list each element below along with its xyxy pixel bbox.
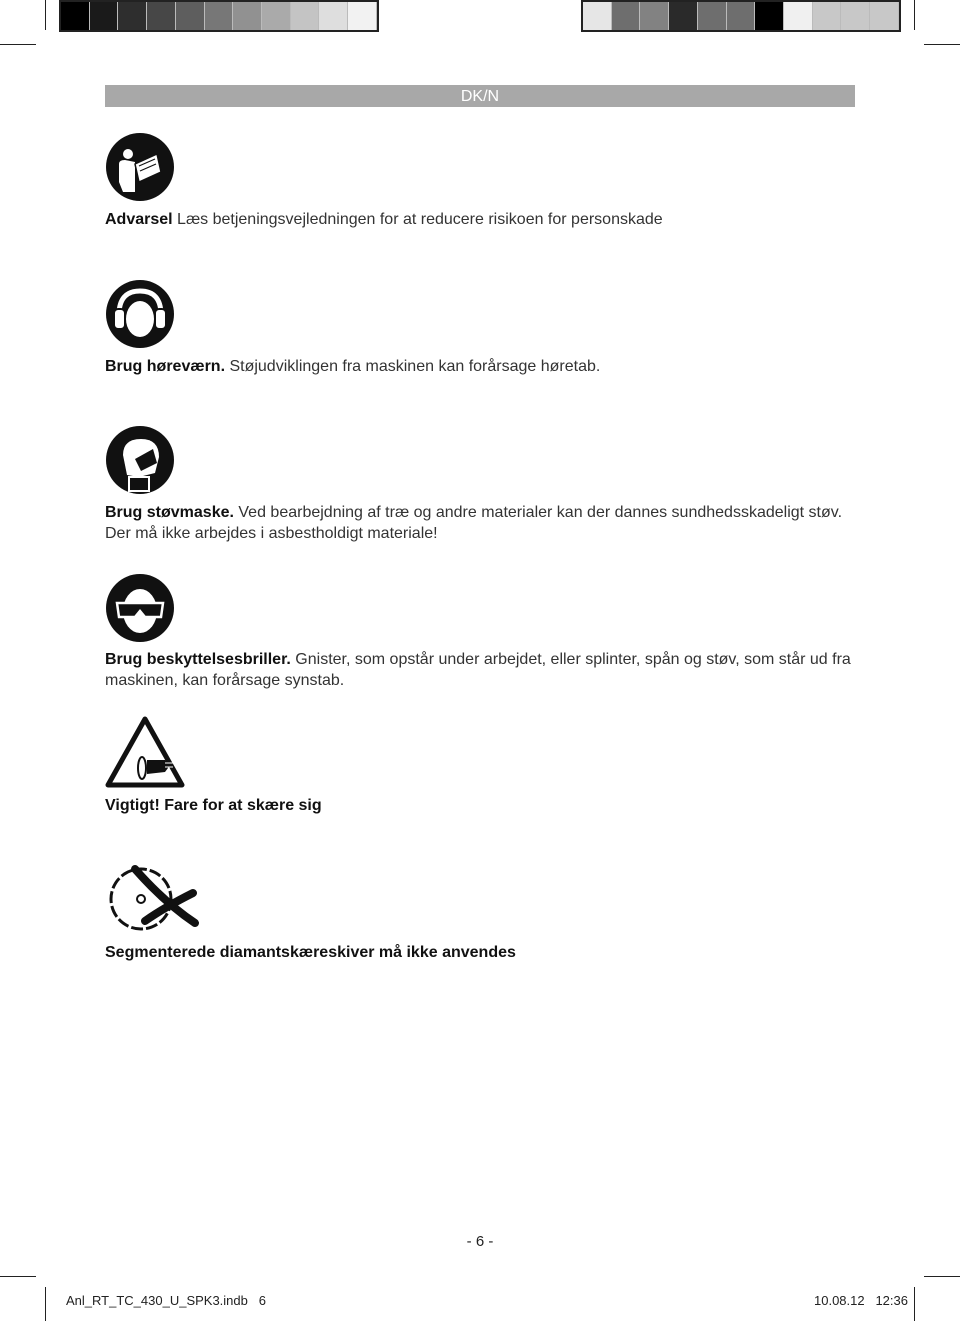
- warning-eyes: Brug beskyttelsesbriller. Gnister, som opstår under arbejdet, eller splinter, spån og støv, som står ud fra maskinen, kan forårsage synstab.: [105, 651, 851, 689]
- footer-timestamp: 10.08.12 12:36: [814, 1293, 908, 1308]
- warning-manual: Advarsel Læs betjeningsvejledningen for at reducere risikoen for personskade: [105, 211, 663, 228]
- manual-reading-icon: [105, 132, 175, 202]
- color-swatch: [233, 2, 262, 30]
- crop-mark: [924, 44, 960, 45]
- crop-mark: [924, 1276, 960, 1277]
- crop-mark: [45, 0, 46, 30]
- color-swatch: [262, 2, 291, 30]
- crop-mark: [0, 1276, 36, 1277]
- color-swatch: [348, 2, 377, 30]
- color-swatch: [669, 2, 698, 30]
- color-swatch: [755, 2, 784, 30]
- color-swatch: [870, 2, 899, 30]
- color-swatch: [147, 2, 176, 30]
- no-segmented-disc-icon: [105, 863, 200, 933]
- crop-mark: [0, 44, 36, 45]
- warning-dust: Brug støvmaske. Ved bearbejdning af træ og andre materialer kan der dannes sundhedsskadeligt støv. Der må ikke arbejdes i asbestholdigt materiale!: [105, 504, 843, 542]
- crop-mark: [914, 0, 915, 30]
- safety-goggles-icon: [105, 573, 175, 643]
- color-swatch: [319, 2, 348, 30]
- dust-mask-icon: [105, 425, 175, 495]
- crop-mark: [914, 1287, 915, 1321]
- color-swatch: [118, 2, 147, 30]
- crop-mark: [45, 1287, 46, 1321]
- color-swatch: [205, 2, 234, 30]
- color-swatch: [727, 2, 756, 30]
- warning-cut: Vigtigt! Fare for at skære sig: [105, 797, 322, 814]
- color-swatch: [612, 2, 641, 30]
- color-swatch: [841, 2, 870, 30]
- cut-hazard-icon: [105, 716, 185, 788]
- color-calibration-bar-left: [59, 0, 379, 32]
- color-swatch: [784, 2, 813, 30]
- warning-hearing: Brug høreværn. Støjudviklingen fra maskinen kan forårsage høretab.: [105, 358, 601, 375]
- page-number: - 6 -: [466, 1233, 494, 1250]
- section-language-bar: DK/N: [105, 85, 855, 107]
- color-swatch: [813, 2, 842, 30]
- footer-file-name: Anl_RT_TC_430_U_SPK3.indb 6: [66, 1293, 266, 1308]
- color-swatch: [176, 2, 205, 30]
- color-swatch: [90, 2, 119, 30]
- color-swatch: [583, 2, 612, 30]
- ear-protection-icon: [105, 279, 175, 349]
- color-swatch: [61, 2, 90, 30]
- color-calibration-bar-right: [581, 0, 901, 32]
- color-swatch: [291, 2, 320, 30]
- color-swatch: [640, 2, 669, 30]
- warning-segmented-disc: Segmenterede diamantskæreskiver må ikke anvendes: [105, 944, 516, 961]
- color-swatch: [698, 2, 727, 30]
